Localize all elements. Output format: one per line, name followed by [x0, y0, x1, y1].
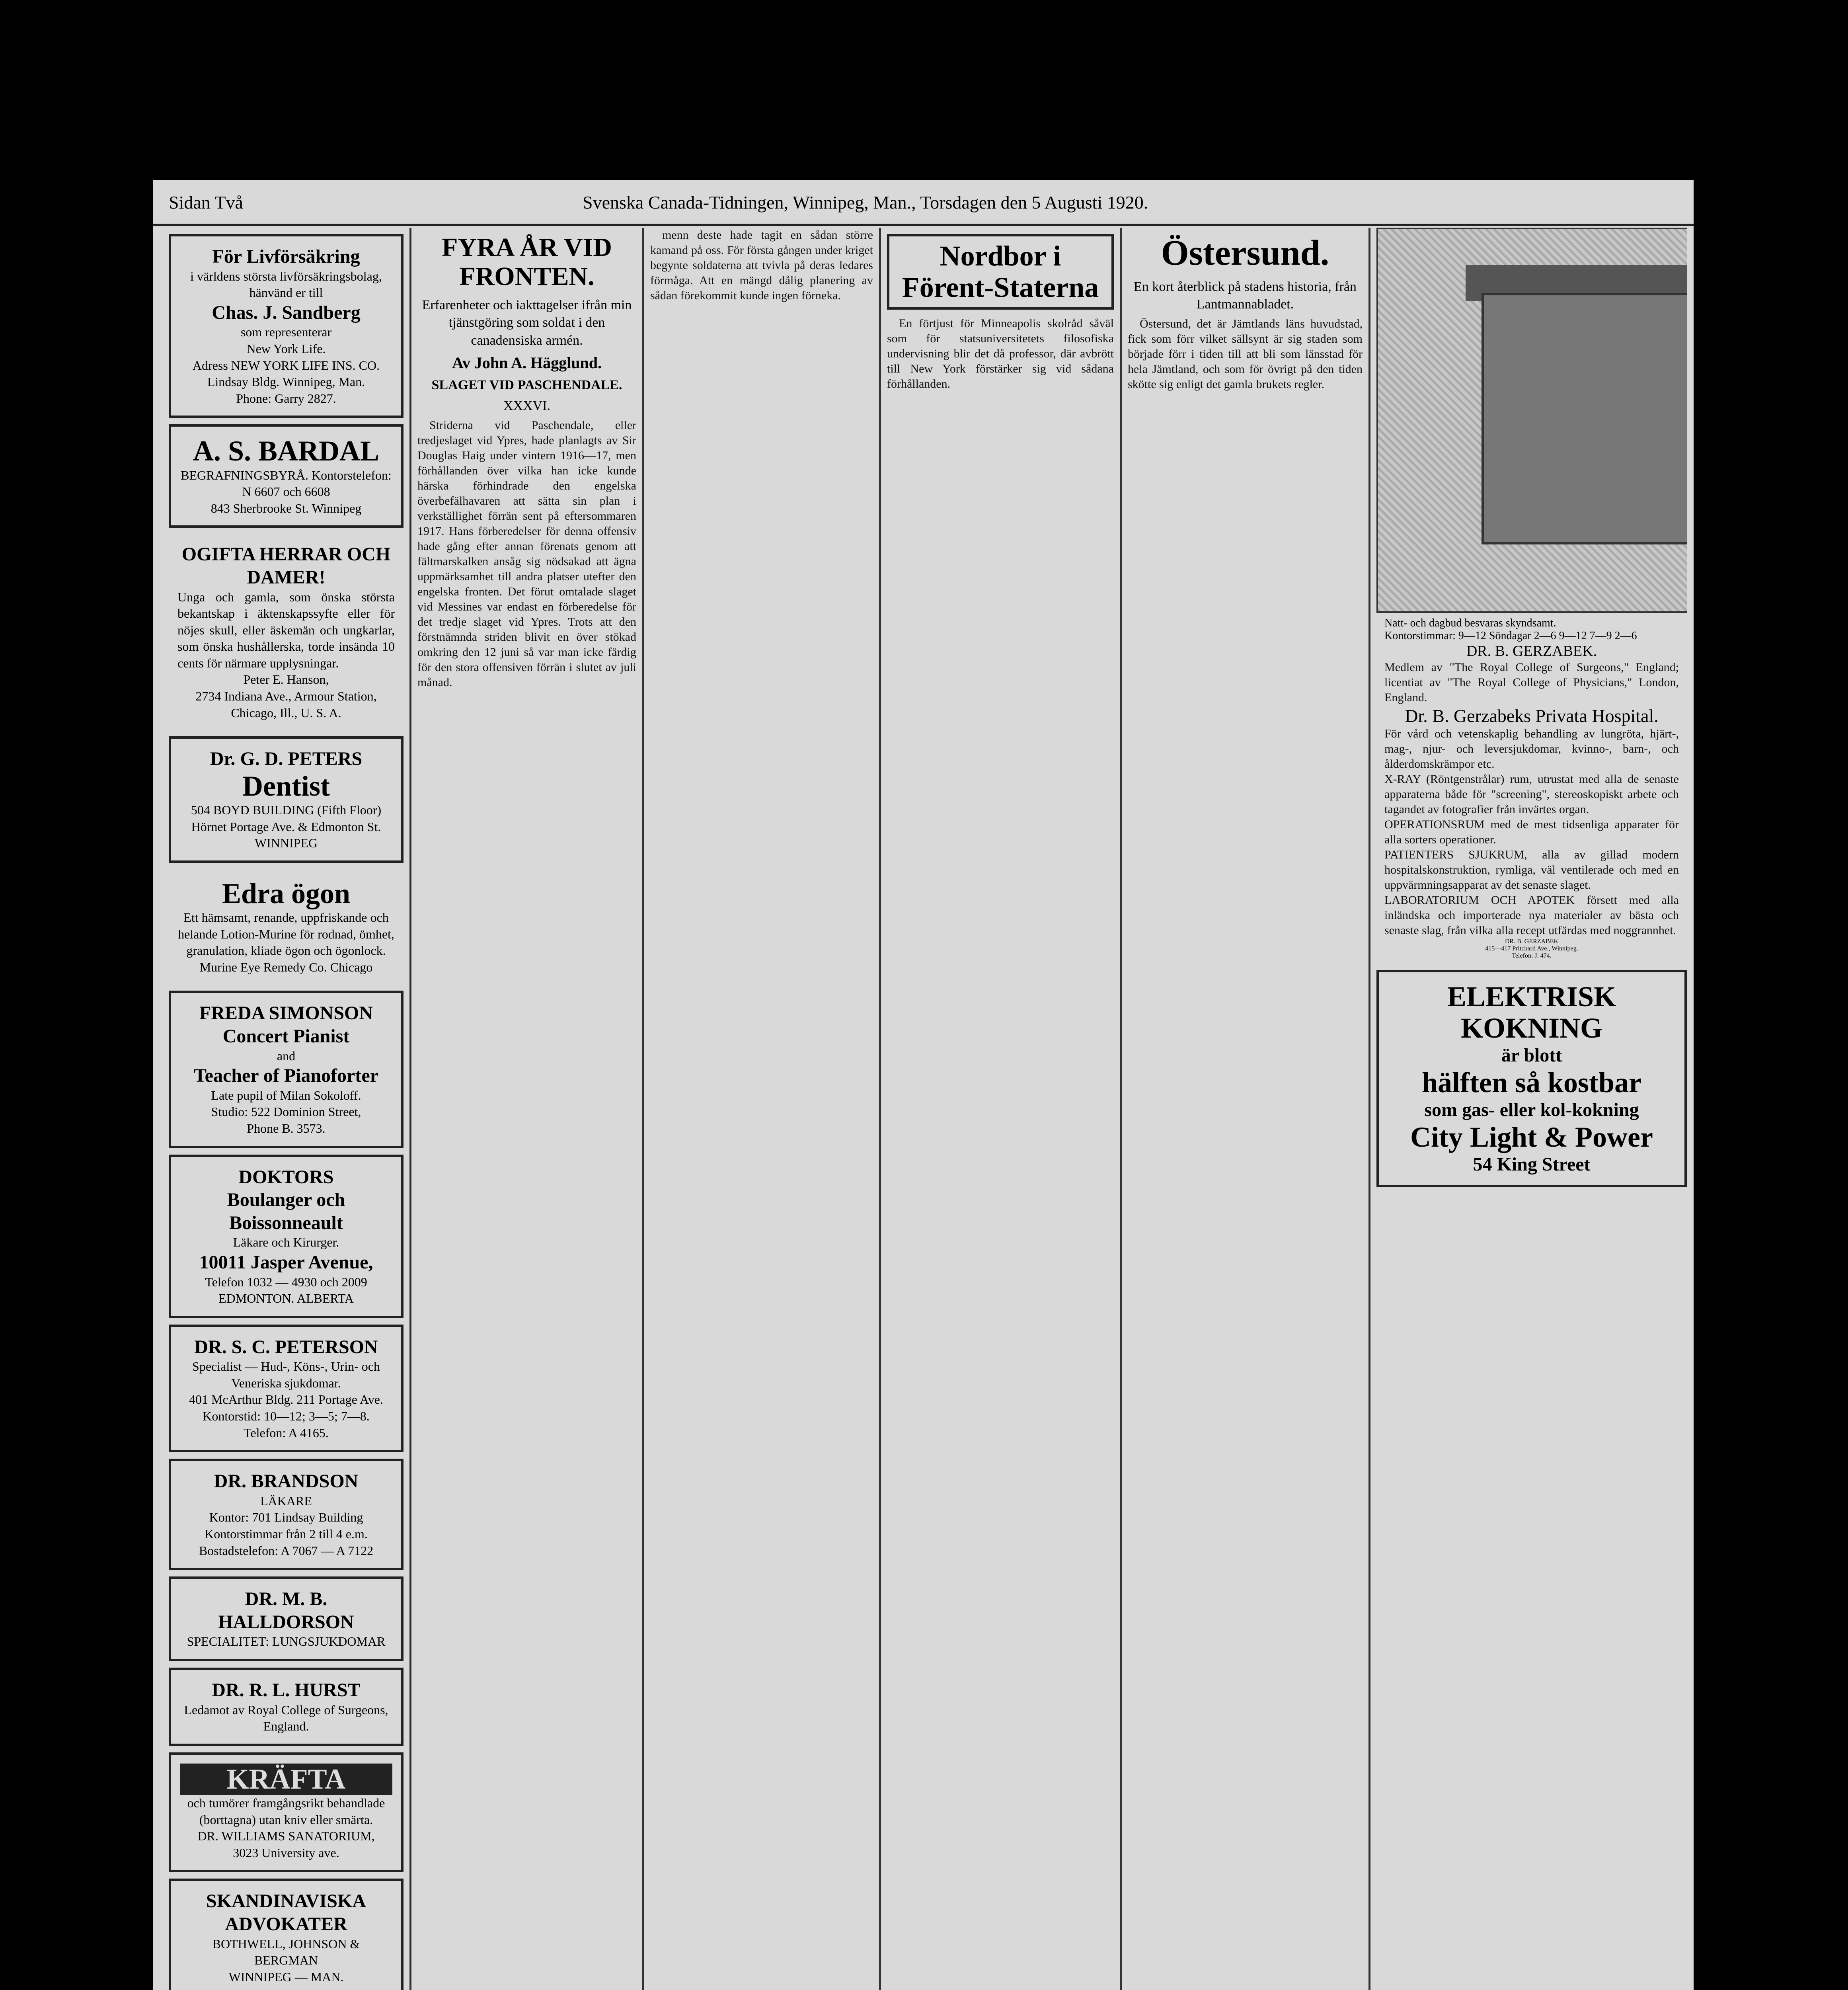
- ad-ogifta: OGIFTA HERRAR OCH DAMER! Unga och gamla, som önska största bekantskap i äktenskapssyfte eller för nöjes skull, eller äskemän och ungkarlar, som önska hushållerska, torde insända 10 cents för närmare upplysningar. Peter E. Hanson, 2734 Indiana Ave., Armour Station, Chicago, Ill., U. S. A.: [177, 544, 395, 720]
- ad-krafta: KRÄFTA och tumörer framgångsrikt behandlade (borttagna) utan kniv eller smärta. DR. WILLIAMS SANATORIUM, 3023 University ave.: [169, 1752, 404, 1873]
- column-article-continued: [650, 228, 873, 1990]
- article-body: menn deste hade tagit en sådan större kamand på oss. För första gången under kriget begynte soldaterna att tvivla på deras ledares förmåga. Att en mängd dålig planering av sådan förekommit kunde ingen förneka.: [650, 228, 873, 302]
- ad-murine: Edra ögon Ett hämsamt, renande, uppfriskande och helande Lotion-Murine för rodnad, ömhet, granulation, kliade ögon och ögonlock. Murine Eye Remedy Co. Chicago: [178, 877, 394, 974]
- gerzabek-ad: Natt- och dagbud besvaras skyndsamt. Kontorstimmar: 9—12 Söndagar 2—6 9—12 7—9 2—6 DR. B. GERZABEK. Medlem av "The Royal College of Surgeons," England; licentiat av "The Royal College of Physicians," London, England. Dr. B. Gerzabeks Privata Hospital. För vård och vetenskaplig behandling av lungröta, hjärt-, mag-, njur- och leversjukdomar, kvinno-, barn-, och ålderdomskrämpor etc. X-RAY (Röntgenstrålar) rum, utrustat med alla de senaste apparaterna både för "screening", stereoskopiskt arbete och tagandet av fotografier från invärtes organ. OPERATIONSRUM med de mest tidsenliga apparater för alla sorters operationer. PATIENTERS SJUKRUM, alla av gillad modern hospitalskonstruktion, rymliga, väl ventilerade och med en uppvärmningsapparat av det senaste slaget. LABORATORIUM OCH APOTEK försett med alla inländska och importerade nya materialer av bästa och senaste slag, från vilka alla recept utfärdas med noggrannhet. DR. B. GERZABEK 415—417 Pritchard Ave., Winnipeg. Telefon: J. 474.: [1384, 617, 1679, 959]
- hospital-picture: [1376, 228, 1687, 613]
- column-article-fyra-ar: [417, 228, 636, 1990]
- page-header: [153, 180, 1694, 226]
- ad-peters-dentist: Dr. G. D. PETERS Dentist 504 BOYD BUILDING (Fifth Floor) Hörnet Portage Ave. & Edmonton St. WINNIPEG: [169, 736, 404, 863]
- ad-bardal: A. S. BARDAL BEGRAFNINGSBYRÅ. Kontorstelefon: N 6607 och 6608 843 Sherbrooke St. Winnipeg: [169, 424, 404, 528]
- column-right-ads: [1376, 228, 1687, 1990]
- byline: Av John A. Hägglund.: [452, 353, 602, 372]
- page-label: Sidan Två: [169, 192, 243, 213]
- article-body: Östersund, det är Jämtlands läns huvudstad, fick som förr vilket sällsynt är sig staden som började förr i tiden till att bli som länsstad för hela Jämtland, och som för övrigt på den tiden skötte sig enligt det gamla brukets regler.: [1128, 317, 1363, 391]
- ad-life-insurance: För Livförsäkring i världens största livförsäkringsbolag, hänvänd er till Chas. J. Sandberg som representerar New York Life. Adress NEW YORK LIFE INS. CO. Lindsay Bldg. Winnipeg, Man. Phone: Garry 2827.: [169, 234, 404, 418]
- headline-ostersund: Östersund.: [1161, 233, 1329, 273]
- ad-doktors: DOKTORS Boulanger och Boissonneault Läkare och Kirurger. 10011 Jasper Avenue, Telefon 1032 — 4930 och 2009 EDMONTON. ALBERTA: [169, 1155, 404, 1318]
- ad-advokater: SKANDINAVISKA ADVOKATER BOTHWELL, JOHNSON & BERGMAN WINNIPEG — MAN.: [169, 1879, 404, 1990]
- subhead-fyra-ar: Erfarenheter och iakttagelser ifrån min tjänstgöring som soldat i den canadensiska armén.: [422, 298, 632, 348]
- ad-halldorson: DR. M. B. HALLDORSON SPECIALITET: LUNGSJUKDOMAR: [169, 1576, 404, 1661]
- column-rule: [879, 228, 881, 1990]
- column-ostersund: [1128, 228, 1363, 1990]
- column-rule: [642, 228, 644, 1990]
- ad-peterson: DR. S. C. PETERSON Specialist — Hud-, Köns-, Urin- och Veneriska sjukdomar. 401 McArthur Bldg. 211 Portage Ave. Kontorstid: 10—12; 3—5; 7—8. Telefon: A 4165.: [169, 1325, 404, 1453]
- column-ads-left: [169, 228, 404, 1990]
- ad-simonson: FREDA SIMONSON Concert Pianist and Teacher of Pianoforter Late pupil of Milan Sokoloff. Studio: 522 Dominion Street, Phone B. 3573.: [169, 991, 404, 1148]
- article-body: Striderna vid Paschendale, eller tredjeslaget vid Ypres, hade planlagts av Sir Douglas Haig under vintern 1916—17, men förhållanden över vilka han icke kunde härska förhindrade den engelska överbefälhavaren att sätta sin plan i verkställighet förrän sent på eftersommaren 1917. Hans förberedelser för denna offensiv hade gång efter annan förenats genom att fältmarskalken ansåg sig nödsakad att ägna uppmärksamhet till andra platser utefter den engelska fronten. Det förut omtalade slaget vid Messines var endast en förberedelse för det tredje slaget vid Ypres. Trots att den förstnämnda striden blivit en över stökad omkring den 12 juni så var man icke färdig för den stora offensiven förrän i slutet av juli månad.: [417, 419, 636, 689]
- headline-box-nordbor: Nordbor i Förent-Staterna: [887, 234, 1114, 310]
- column-nordbor: [887, 228, 1114, 1990]
- article-body: En förtjust för Minneapolis skolråd såväl som för statsuniversitetets filosofiska undervisning blir det då professor, där avbrött till New York förstärker sig vid sådana förhållanden.: [887, 317, 1114, 391]
- column-rule: [409, 228, 411, 1990]
- headline-fyra-ar: FYRA ÅR VID FRONTEN.: [442, 233, 612, 291]
- masthead: Svenska Canada-Tidningen, Winnipeg, Man., Torsdagen den 5 Augusti 1920.: [583, 192, 1148, 213]
- newspaper-page: [153, 180, 1694, 1990]
- ad-hurst: DR. R. L. HURST Ledamot av Royal College of Surgeons, England.: [169, 1668, 404, 1746]
- section-title: SLAGET VID PASCHENDALE.: [431, 377, 622, 392]
- column-rule: [1368, 228, 1370, 1990]
- ad-elektrisk-kokning: ELEKTRISK KOKNING är blott hälften så kostbar som gas- eller kol-kokning City Light & Power 54 King Street: [1376, 970, 1687, 1187]
- column-rule: [1120, 228, 1122, 1990]
- ad-brandson: DR. BRANDSON LÄKARE Kontor: 701 Lindsay Building Kontorstimmar från 2 till 4 e.m. Bostadstelefon: A 7067 — A 7122: [169, 1459, 404, 1570]
- subhead-ostersund: En kort återblick på stadens historia, från Lantmannabladet.: [1134, 279, 1357, 312]
- chapter-number: XXXVI.: [503, 398, 551, 413]
